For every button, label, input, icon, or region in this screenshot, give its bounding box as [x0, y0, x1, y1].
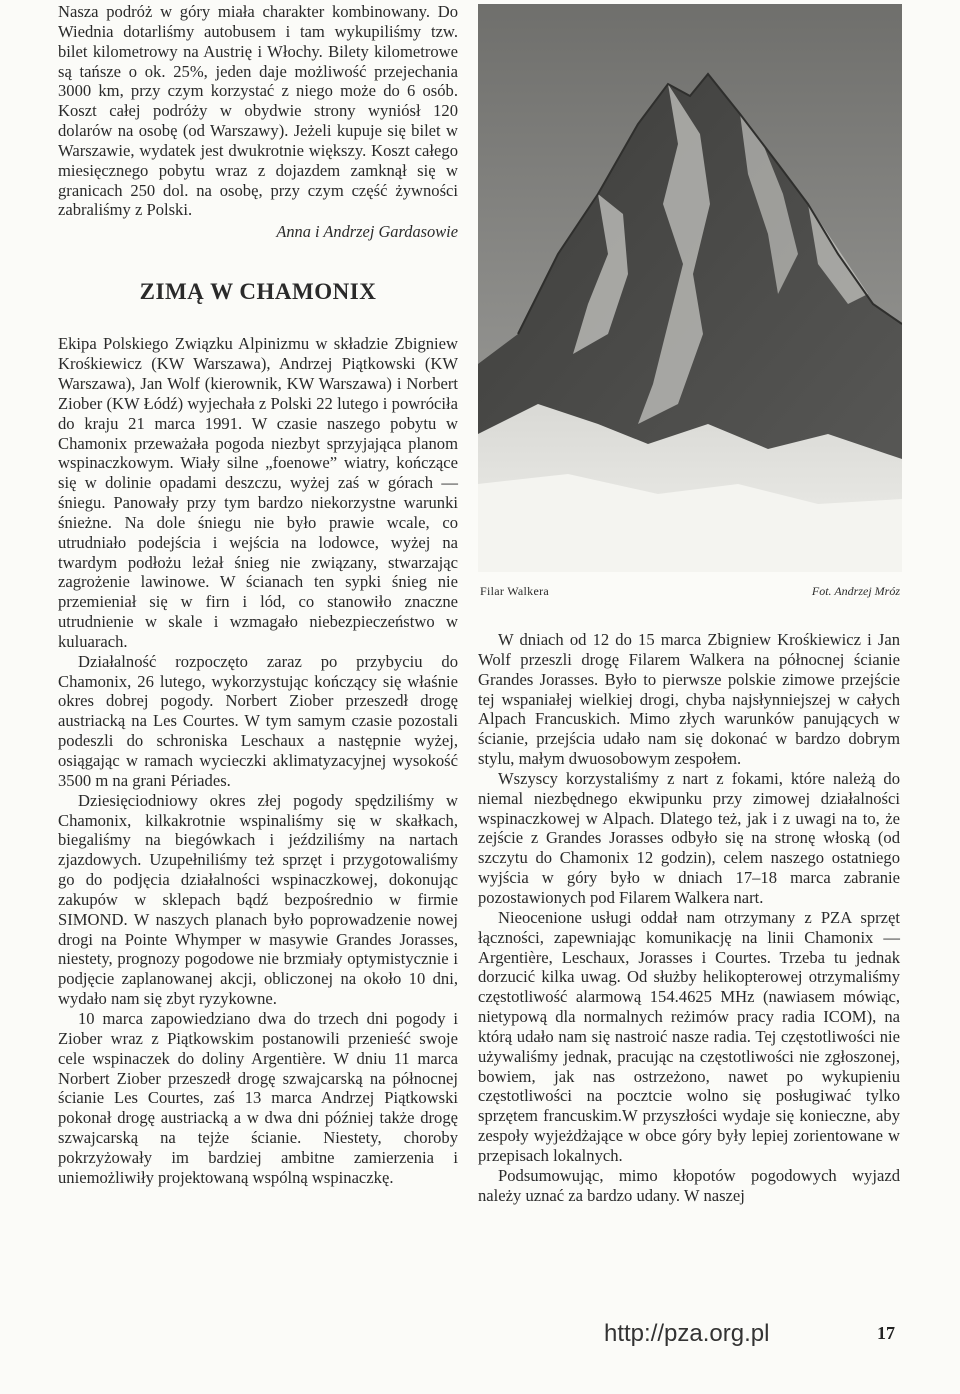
- page-number: 17: [877, 1323, 895, 1343]
- article-title: ZIMĄ W CHAMONIX: [139, 279, 377, 305]
- mountain-photo: [478, 4, 902, 572]
- article-paragraph: Wszyscy korzystaliśmy z nart z fokami, które należą do niemal niezbędnego ekwipunku przy zimowej działalności wspinaczkowej w Alpach. Dlatego też, jak i z uwagi na to, że zejście z Grandes Jorasses odbyło się na stronę włoską (od szczytu do Chamonix 12 godzin), celem naszego ostatniego wyjścia w góry było w dniach 17–18 marca zabranie pozostawionych pod Filarem Walkera nart.: [478, 768, 900, 907]
- article-paragraph: Ekipa Polskiego Związku Alpinizmu w składzie Zbigniew Krośkiewicz (KW Warszawa), Andrzej Piątkowski (KW Warszawa), Jan Wolf (kierownik, KW Warszawa) i Norbert Ziober (KW Łódź) wyjechała z Polski 22 lutego i powróciła do kraju 21 marca 1991. W czasie naszego pobytu w Chamonix przeważała pogoda niezbyt sprzyjająca planom wspinaczkowym. Wiały silne „foenowe” wiatry, kończące się w dolinie opadami deszczu, wyżej zaś w górach — śniegu. Panowały przy tym bardzo niekorzystne warunki śnieżne. Na dole śniegu nie było prawie wcale, co utrudniało podejścia i wejścia na lodowce, wyżej na twardym podłożu leżał śnieg nie związany, stwarzając zagrożenie lawinowe. W ścianach ten sypki śnieg nie przemieniał się w firn i lód, co stanowiło znaczne utrudnienie w skale i wzmagało niebezpieczeństwo w kuluarach.: [58, 334, 458, 651]
- photo-credit: Fot. Andrzej Mróz: [811, 584, 900, 598]
- article-paragraph: Nieocenione usługi oddał nam otrzymany z PZA sprzęt łączności, zapewniając komunikację na linii Chamonix — Argentière, Leschaux, Jorasses i Courtes. Trzeba tu jednak dorzucić kilka uwag. Od służby helikopterowej otrzymaliśmy częstotliwość alarmową 154.4625 MHz (nawiasem mówiąc, nietypową dla normalnych reżimów pracy radia ICOM), na którą udało nam się nastroić nasze radia. Tej częstotliwości nie używaliśmy jednak, pracując na częstotliwości nie zgłoszonej, bowiem, jak nas ostrzeżono, nawet po wykupieniu częstotliwości na pocztcie wolno się posługiwać tylko sprzętem francuskim.W przyszłości wydaje się konieczne, aby zespoły wyjeżdżające w obce góry były lepiej zorientowane w przepisach lokalnych.: [478, 907, 900, 1165]
- article-paragraph: Dziesięciodniowy okres złej pogody spędziliśmy w Chamonix, kilkakrotnie wspinaliśmy się w skałkach, biegaliśmy na biegówkach i jeździliśmy na nartach zjazdowych. Uzupełniliśmy też sprzęt i przygotowaliśmy go do podjęcia działalności wspinaczkowej, dokonując zakupów w sklepach bądź bezpośrednio w firmie SIMOND. W naszych planach było poprowadzenie nowej drogi na Pointe Whymper w masywie Grandes Jorasses, niestety, prognozy pogodowe nie brzmiały optymistycznie i podjęcie zaplanowanej akcji, obliczonej na około 10 dni, wydało nam się zbyt ryzykowne.: [58, 790, 458, 1009]
- intro-paragraph: Nasza podróż w góry miała charakter kombinowany. Do Wiednia dotarliśmy autobusem i tam wykupiliśmy tzw. bilet kilometrowy na Austrię i Włochy. Bilety kilometrowe są tańsze o ok. 25%, jeden daje możliwość przejechania 3000 km, przy czym korzystać z niego może do 6 osób. Koszt całej podróży w obydwie strony wyniósł 120 dolarów na osobę (od Warszawy). Jeżeli kupuje się bilet w Warszawie, wydatek jest dwukrotnie większy. Koszt całego miesięcznego pobytu wraz z dojazdem zamknął się w granicach 250 dol. na osobę, przy czym część żywności zabraliśmy z Polski.: [58, 2, 458, 220]
- article-paragraph: 10 marca zapowiedziano dwa do trzech dni pogody i Ziober wraz z Piątkowskim postanowili przenieść swoje cele wspinaczek do doliny Argentière. W dniu 11 marca Norbert Ziober przeszedł drogę szwajcarską na północnej ścianie Les Courtes, zaś 13 marca Andrzej Piątkowski pokonał drogę austriacką a w dwa dni później także drogę szwajcarską na tejże ścianie. Niestety, choroby pokrzyżowały im bardziej ambitne zamierzenia i uniemożliwiły projektowaną wspólną wspinaczkę.: [58, 1008, 458, 1187]
- author-signature: Anna i Andrzej Gardasowie: [276, 222, 458, 242]
- mountain-photo-illustration: [478, 4, 902, 572]
- caption-title: Filar Walkera: [480, 584, 550, 598]
- right-column: [478, 630, 900, 1205]
- source-url-watermark: http://pza.org.pl: [604, 1320, 770, 1347]
- article-paragraph: Podsumowując, mimo kłopotów pogodowych wyjazd należy uznać za bardzo udany. W naszej: [478, 1165, 900, 1205]
- left-column: [58, 2, 458, 1188]
- article-paragraph: Działalność rozpoczęto zaraz po przybyciu do Chamonix, 26 lutego, wykorzystując kończący się właśnie okres dobrej pogody. Norbert Ziober przeszedł drogę austriacką na Les Courtes. W tym samym czasie pozostali podeszli do schroniska Leschaux a następnie wyżej, osiągając w ramach wycieczki aklimatyzacyjnej wysokość 3500 m na grani Périades.: [58, 651, 458, 790]
- article-paragraph: W dniach od 12 do 15 marca Zbigniew Krośkiewicz i Jan Wolf przeszli drogę Filarem Walkera na północnej ścianie Grandes Jorasses. Było to pierwsze polskie zimowe przejście tej wspaniałej wielkiej drogi, chyba najsłynniejszej w całych Alpach Francuskich. Mimo złych warunków panujących w ścianie, przejścia udało nam się dokonać w bardzo dobrym stylu, małym dwuosobowym zespołem.: [478, 630, 900, 769]
